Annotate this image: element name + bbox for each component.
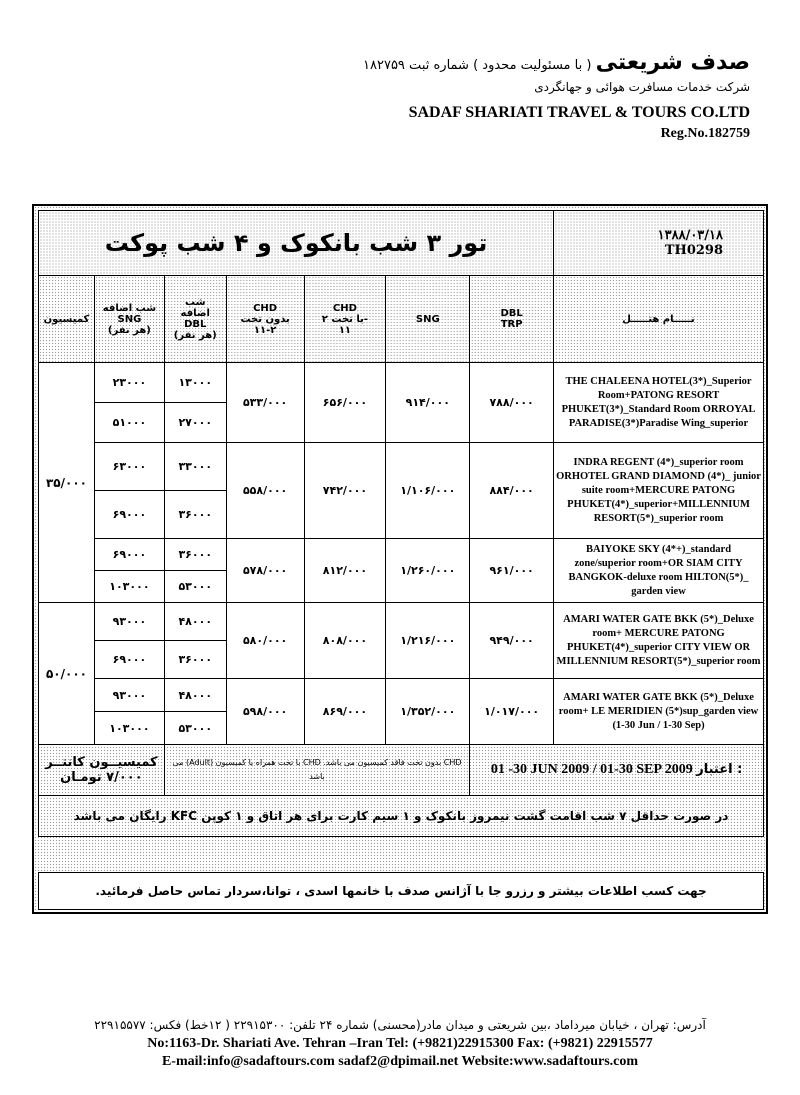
- row3-extra-dbl-1: ۳۶۰۰۰: [164, 539, 226, 571]
- row5-sng: ۱/۳۵۲/۰۰۰: [386, 679, 470, 745]
- row5-extra-sng-1: ۹۳۰۰۰: [94, 679, 164, 712]
- company-reg-number: Reg.No.182759: [660, 126, 750, 141]
- col-dbl: DBL TRP: [470, 276, 554, 363]
- commission-group-1: ۳۵/۰۰۰: [39, 363, 95, 603]
- col-hotel: نـــــام هتـــــل: [554, 276, 764, 363]
- row2-dbl: ۸۸۴/۰۰۰: [470, 443, 554, 539]
- tour-title-cell: [39, 211, 554, 276]
- tour-price-table: [38, 210, 764, 837]
- row1-chd-bed: ۶۵۶/۰۰۰: [304, 363, 386, 443]
- tour-price-table-frame: [32, 204, 768, 914]
- footer-address-en: No:1163-Dr. Shariati Ave. Tehran –Iran Tel: (+9821)22915300 Fax: (+9821) 22915577: [147, 1036, 653, 1051]
- row2-chd-nobed: ۵۵۸/۰۰۰: [226, 443, 304, 539]
- validity-cell: [470, 745, 764, 796]
- row1-dbl: ۷۸۸/۰۰۰: [470, 363, 554, 443]
- row2-extra-dbl-1: ۳۳۰۰۰: [164, 443, 226, 491]
- tour-code-cell: [554, 211, 764, 276]
- tour-title: تور ۳ شب بانکوک و ۴ شب پوکت: [104, 229, 488, 257]
- row4-extra-dbl-1: ۴۸۰۰۰: [164, 603, 226, 641]
- row4-extra-sng-1: ۹۳۰۰۰: [94, 603, 164, 641]
- row2-sng: ۱/۱۰۶/۰۰۰: [386, 443, 470, 539]
- row1-sng: ۹۱۴/۰۰۰: [386, 363, 470, 443]
- col-chd-bed: CHD با تخت ۲- ۱۱: [304, 276, 386, 363]
- row1-hotel: THE CHALEENA HOTEL(3*)_Superior Room+PATONG RESORT PHUKET(3*)_Standard Room ORROYAL PARADISE(3*)Paradise Wing_superior: [554, 363, 764, 443]
- row1-chd-nobed: ۵۳۳/۰۰۰: [226, 363, 304, 443]
- company-name-fa: صدف شریعتی: [595, 50, 750, 75]
- row3-hotel: BAIYOKE SKY (4*+)_standard zone/superior room+OR SIAM CITY BANGKOK-deluxe room HILTON(5*)_ garden view: [554, 539, 764, 603]
- row2-hotel: INDRA REGENT (4*)_superior room ORHOTEL GRAND DIAMOND (4*)_ junior suite room+MERCURE PATONG PHUKET(4*)_superior+MILLENNIUM RESORT(5*)_superior room: [554, 443, 764, 539]
- company-registration-note: ( با مسئولیت محدود ) شماره ثبت ۱۸۲۷۵۹: [363, 58, 592, 73]
- row2-extra-sng-2: ۶۹۰۰۰: [94, 491, 164, 539]
- validity-label: اعتبار :: [696, 762, 743, 777]
- row4-chd-bed: ۸۰۸/۰۰۰: [304, 603, 386, 679]
- row3-extra-dbl-2: ۵۳۰۰۰: [164, 571, 226, 603]
- row5-dbl: ۱/۰۱۷/۰۰۰: [470, 679, 554, 745]
- row1-extra-sng-2: ۵۱۰۰۰: [94, 403, 164, 443]
- footer-address-fa: آدرس: تهران ، خیابان میرداماد ،بین شریعتی و میدان مادر(محسنی) شماره ۲۴ تلفن: ۲۲۹۱۵۳۰۰ ( ۱۲خط) فکس: ۲۲۹۱۵۵۷۷: [94, 1018, 706, 1032]
- row4-dbl: ۹۴۹/۰۰۰: [470, 603, 554, 679]
- row4-extra-dbl-2: ۳۶۰۰۰: [164, 641, 226, 679]
- contact-notice: جهت کسب اطلاعات بیشتر و رزرو جا با آژانس صدف با خانمها اسدی ، توانا،سردار تماس حاصل فرمائید.: [38, 872, 764, 910]
- col-sng: SNG: [386, 276, 470, 363]
- row3-chd-bed: ۸۱۲/۰۰۰: [304, 539, 386, 603]
- company-subtitle: شرکت خدمات مسافرت هوائی و جهانگردی: [534, 80, 750, 94]
- col-extra-sng: شب اضافه SNG (هر نفر): [94, 276, 164, 363]
- row5-extra-dbl-2: ۵۳۰۰۰: [164, 712, 226, 745]
- row4-extra-sng-2: ۶۹۰۰۰: [94, 641, 164, 679]
- company-name: [363, 50, 750, 75]
- tour-code: TH0298: [664, 243, 723, 258]
- validity-dates: 01 -30 JUN 2009 / 01-30 SEP 2009: [490, 762, 693, 777]
- row3-extra-sng-1: ۶۹۰۰۰: [94, 539, 164, 571]
- row3-dbl: ۹۶۱/۰۰۰: [470, 539, 554, 603]
- row5-chd-bed: ۸۶۹/۰۰۰: [304, 679, 386, 745]
- counter-commission: کمیسیــون کانتــر ۷/۰۰۰ تومـان: [39, 745, 165, 796]
- row1-extra-dbl-1: ۱۳۰۰۰: [164, 363, 226, 403]
- row3-extra-sng-2: ۱۰۳۰۰۰: [94, 571, 164, 603]
- row4-hotel: AMARI WATER GATE BKK (5*)_Deluxe room+ MERCURE PATONG PHUKET(4*)_superior CITY VIEW OR MILLENNIUM RESORT(5*)_superior room: [554, 603, 764, 679]
- company-name-en: SADAF SHARIATI TRAVEL & TOURS CO.LTD: [408, 104, 750, 121]
- row2-extra-dbl-2: ۳۶۰۰۰: [164, 491, 226, 539]
- col-extra-dbl: شب اضافه DBL (هر نفر): [164, 276, 226, 363]
- row5-extra-sng-2: ۱۰۳۰۰۰: [94, 712, 164, 745]
- row2-chd-bed: ۷۴۲/۰۰۰: [304, 443, 386, 539]
- chd-commission-note: CHD بدون تخت فاقد کمیسیون می باشد. CHD با تخت همراه با کمیسیون (Adult) می باشد: [164, 745, 469, 796]
- row4-sng: ۱/۲۱۶/۰۰۰: [386, 603, 470, 679]
- row3-sng: ۱/۲۶۰/۰۰۰: [386, 539, 470, 603]
- col-chd-nobed: CHD بدون تخت ۱۱-۲: [226, 276, 304, 363]
- commission-group-2: ۵۰/۰۰۰: [39, 603, 95, 745]
- row1-extra-sng-1: ۲۳۰۰۰: [94, 363, 164, 403]
- promo-notice: در صورت حداقل ۷ شب اقامت گشت نیمروز بانکوک و ۱ سیم کارت برای هر اتاق و ۱ کوپن KFC رایگان می باشد: [39, 796, 764, 837]
- row5-hotel: AMARI WATER GATE BKK (5*)_Deluxe room+ LE MERIDIEN (5*)sup_garden view (1-30 Jun / 1-30 Sep): [554, 679, 764, 745]
- row2-extra-sng-1: ۶۳۰۰۰: [94, 443, 164, 491]
- row5-chd-nobed: ۵۹۸/۰۰۰: [226, 679, 304, 745]
- row5-extra-dbl-1: ۴۸۰۰۰: [164, 679, 226, 712]
- row1-extra-dbl-2: ۲۷۰۰۰: [164, 403, 226, 443]
- tour-date: ۱۳۸۸/۰۳/۱۸: [657, 228, 723, 243]
- col-commission: کمیسیون: [39, 276, 95, 363]
- row4-chd-nobed: ۵۸۰/۰۰۰: [226, 603, 304, 679]
- row3-chd-nobed: ۵۷۸/۰۰۰: [226, 539, 304, 603]
- footer-email-website: E-mail:info@sadaftours.com sadaf2@dpimail.net Website:www.sadaftours.com: [161, 1054, 639, 1069]
